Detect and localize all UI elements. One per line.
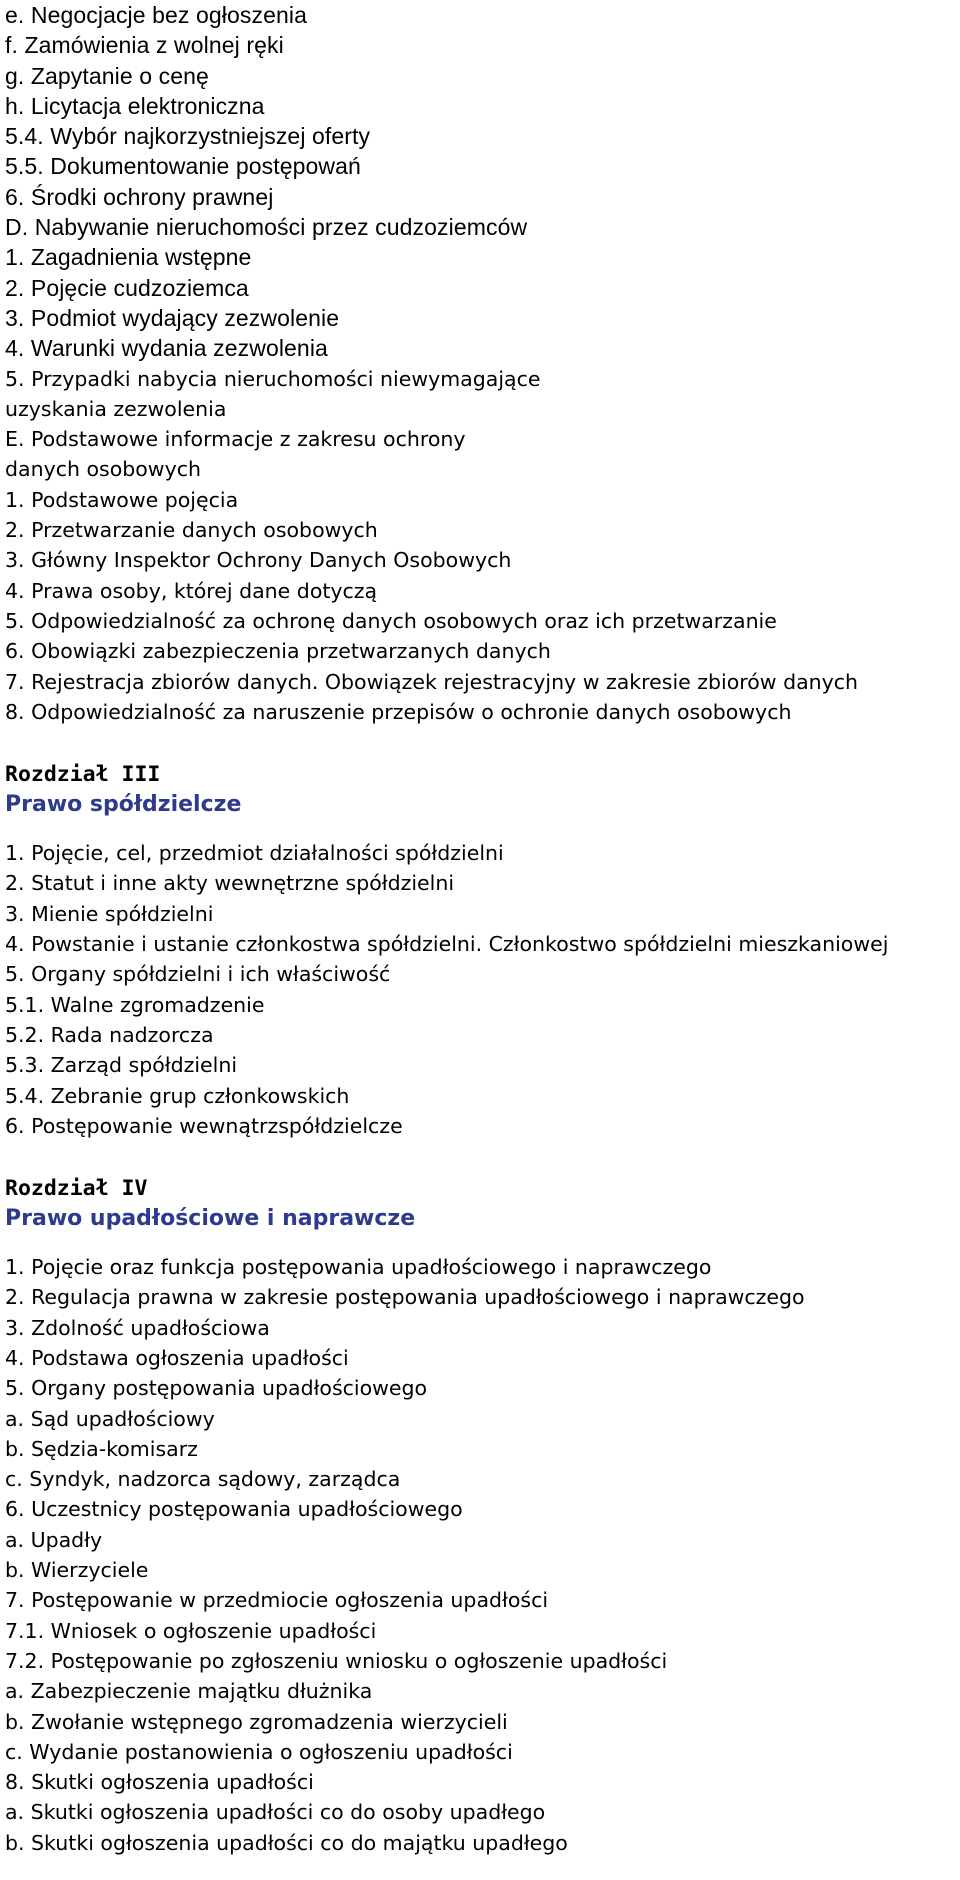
toc-item: b. Sędzia-komisarz [5, 1436, 198, 1461]
toc-item: 4. Podstawa ogłoszenia upadłości [5, 1345, 349, 1370]
toc-item: b. Skutki ogłoszenia upadłości co do majątku upadłego [5, 1830, 568, 1855]
toc-item: 3. Mienie spółdzielni [5, 901, 214, 926]
chapter-title: Rozdział III [5, 762, 161, 788]
toc-item: 3. Główny Inspektor Ochrony Danych Osobowych [5, 548, 512, 573]
toc-item: b. Zwołanie wstępnego zgromadzenia wierzycieli [5, 1709, 508, 1734]
toc-item: 4. Prawa osoby, której dane dotyczą [5, 578, 378, 603]
toc-item: 4. Powstanie i ustanie członkostwa spółdzielni. Członkostwo spółdzielni mieszkaniowej [5, 932, 889, 957]
chapter-heading [5, 760, 955, 820]
toc-item: 8. Skutki ogłoszenia upadłości [5, 1770, 314, 1795]
toc-item: 2. Przetwarzanie danych osobowych [5, 518, 378, 543]
toc-item: uzyskania zezwolenia [5, 396, 227, 421]
toc-item: 8. Odpowiedzialność za naruszenie przepisów o ochronie danych osobowych [5, 699, 792, 724]
toc-item: 5.2. Rada nadzorcza [5, 1022, 214, 1047]
chapter-3-list [5, 838, 955, 1141]
toc-item: 7.1. Wniosek o ogłoszenie upadłości [5, 1618, 377, 1643]
chapter-title: Rozdział IV [5, 1176, 148, 1202]
document-page [5, 0, 955, 1858]
chapter-heading [5, 1174, 955, 1234]
toc-item: h. Licytacja elektroniczna [5, 92, 265, 119]
toc-item: 6. Uczestnicy postępowania upadłościowego [5, 1497, 463, 1522]
toc-item: 3. Zdolność upadłościowa [5, 1315, 270, 1340]
toc-item: D. Nabywanie nieruchomości przez cudzoziemców [5, 214, 528, 241]
toc-item: 7.2. Postępowanie po zgłoszeniu wniosku o ogłoszenie upadłości [5, 1648, 668, 1673]
toc-item: 5. Przypadki nabycia nieruchomości niewymagające [5, 366, 541, 391]
toc-item: a. Upadły [5, 1527, 103, 1552]
toc-item: 1. Pojęcie, cel, przedmiot działalności spółdzielni [5, 841, 504, 866]
toc-item: 5.4. Wybór najkorzystniejszej oferty [5, 123, 371, 150]
chapter-subtitle: Prawo upadłościowe i naprawcze [5, 1206, 416, 1232]
toc-item: 4. Warunki wydania zezwolenia [5, 335, 328, 362]
toc-item: 5.5. Dokumentowanie postępowań [5, 153, 361, 180]
toc-item: 1. Pojęcie oraz funkcja postępowania upadłościowego i naprawczego [5, 1255, 712, 1280]
toc-item: danych osobowych [5, 457, 201, 482]
toc-item: c. Syndyk, nadzorca sądowy, zarządca [5, 1467, 401, 1492]
toc-item: 2. Regulacja prawna w zakresie postępowania upadłościowego i naprawczego [5, 1285, 805, 1310]
chapter-subtitle: Prawo spółdzielcze [5, 792, 242, 818]
toc-item: 6. Obowiązki zabezpieczenia przetwarzanych danych [5, 639, 551, 664]
toc-item: 5. Odpowiedzialność za ochronę danych osobowych oraz ich przetwarzanie [5, 608, 777, 633]
toc-item: f. Zamówienia z wolnej ręki [5, 32, 284, 59]
chapter-4-list [5, 1252, 955, 1858]
toc-item: 7. Postępowanie w przedmiocie ogłoszenia upadłości [5, 1588, 549, 1613]
toc-item: 5.3. Zarząd spółdzielni [5, 1053, 238, 1078]
toc-item: 2. Statut i inne akty wewnętrzne spółdzielni [5, 871, 455, 896]
toc-list [5, 0, 955, 727]
toc-item: 1. Podstawowe pojęcia [5, 487, 239, 512]
toc-item: a. Zabezpieczenie majątku dłużnika [5, 1679, 373, 1704]
toc-item: 7. Rejestracja zbiorów danych. Obowiązek rejestracyjny w zakresie zbiorów danych [5, 669, 859, 694]
toc-item: 5.4. Zebranie grup członkowskich [5, 1083, 350, 1108]
toc-item: c. Wydanie postanowienia o ogłoszeniu upadłości [5, 1739, 513, 1764]
toc-item: E. Podstawowe informacje z zakresu ochrony [5, 427, 466, 452]
toc-item: 6. Środki ochrony prawnej [5, 183, 274, 210]
toc-item: 6. Postępowanie wewnątrzspółdzielcze [5, 1113, 403, 1138]
toc-item: e. Negocjacje bez ogłoszenia [5, 2, 307, 28]
toc-item: 5. Organy spółdzielni i ich właściwość [5, 962, 391, 987]
toc-item: b. Wierzyciele [5, 1558, 149, 1583]
toc-item: a. Sąd upadłościowy [5, 1406, 215, 1431]
toc-item: 2. Pojęcie cudzoziemca [5, 274, 249, 301]
toc-item: 3. Podmiot wydający zezwolenie [5, 304, 340, 331]
toc-item: 5. Organy postępowania upadłościowego [5, 1376, 428, 1401]
toc-item: 5.1. Walne zgromadzenie [5, 992, 265, 1017]
toc-item: g. Zapytanie o cenę [5, 62, 209, 89]
toc-item: a. Skutki ogłoszenia upadłości co do osoby upadłego [5, 1800, 546, 1825]
toc-item: 1. Zagadnienia wstępne [5, 244, 252, 271]
